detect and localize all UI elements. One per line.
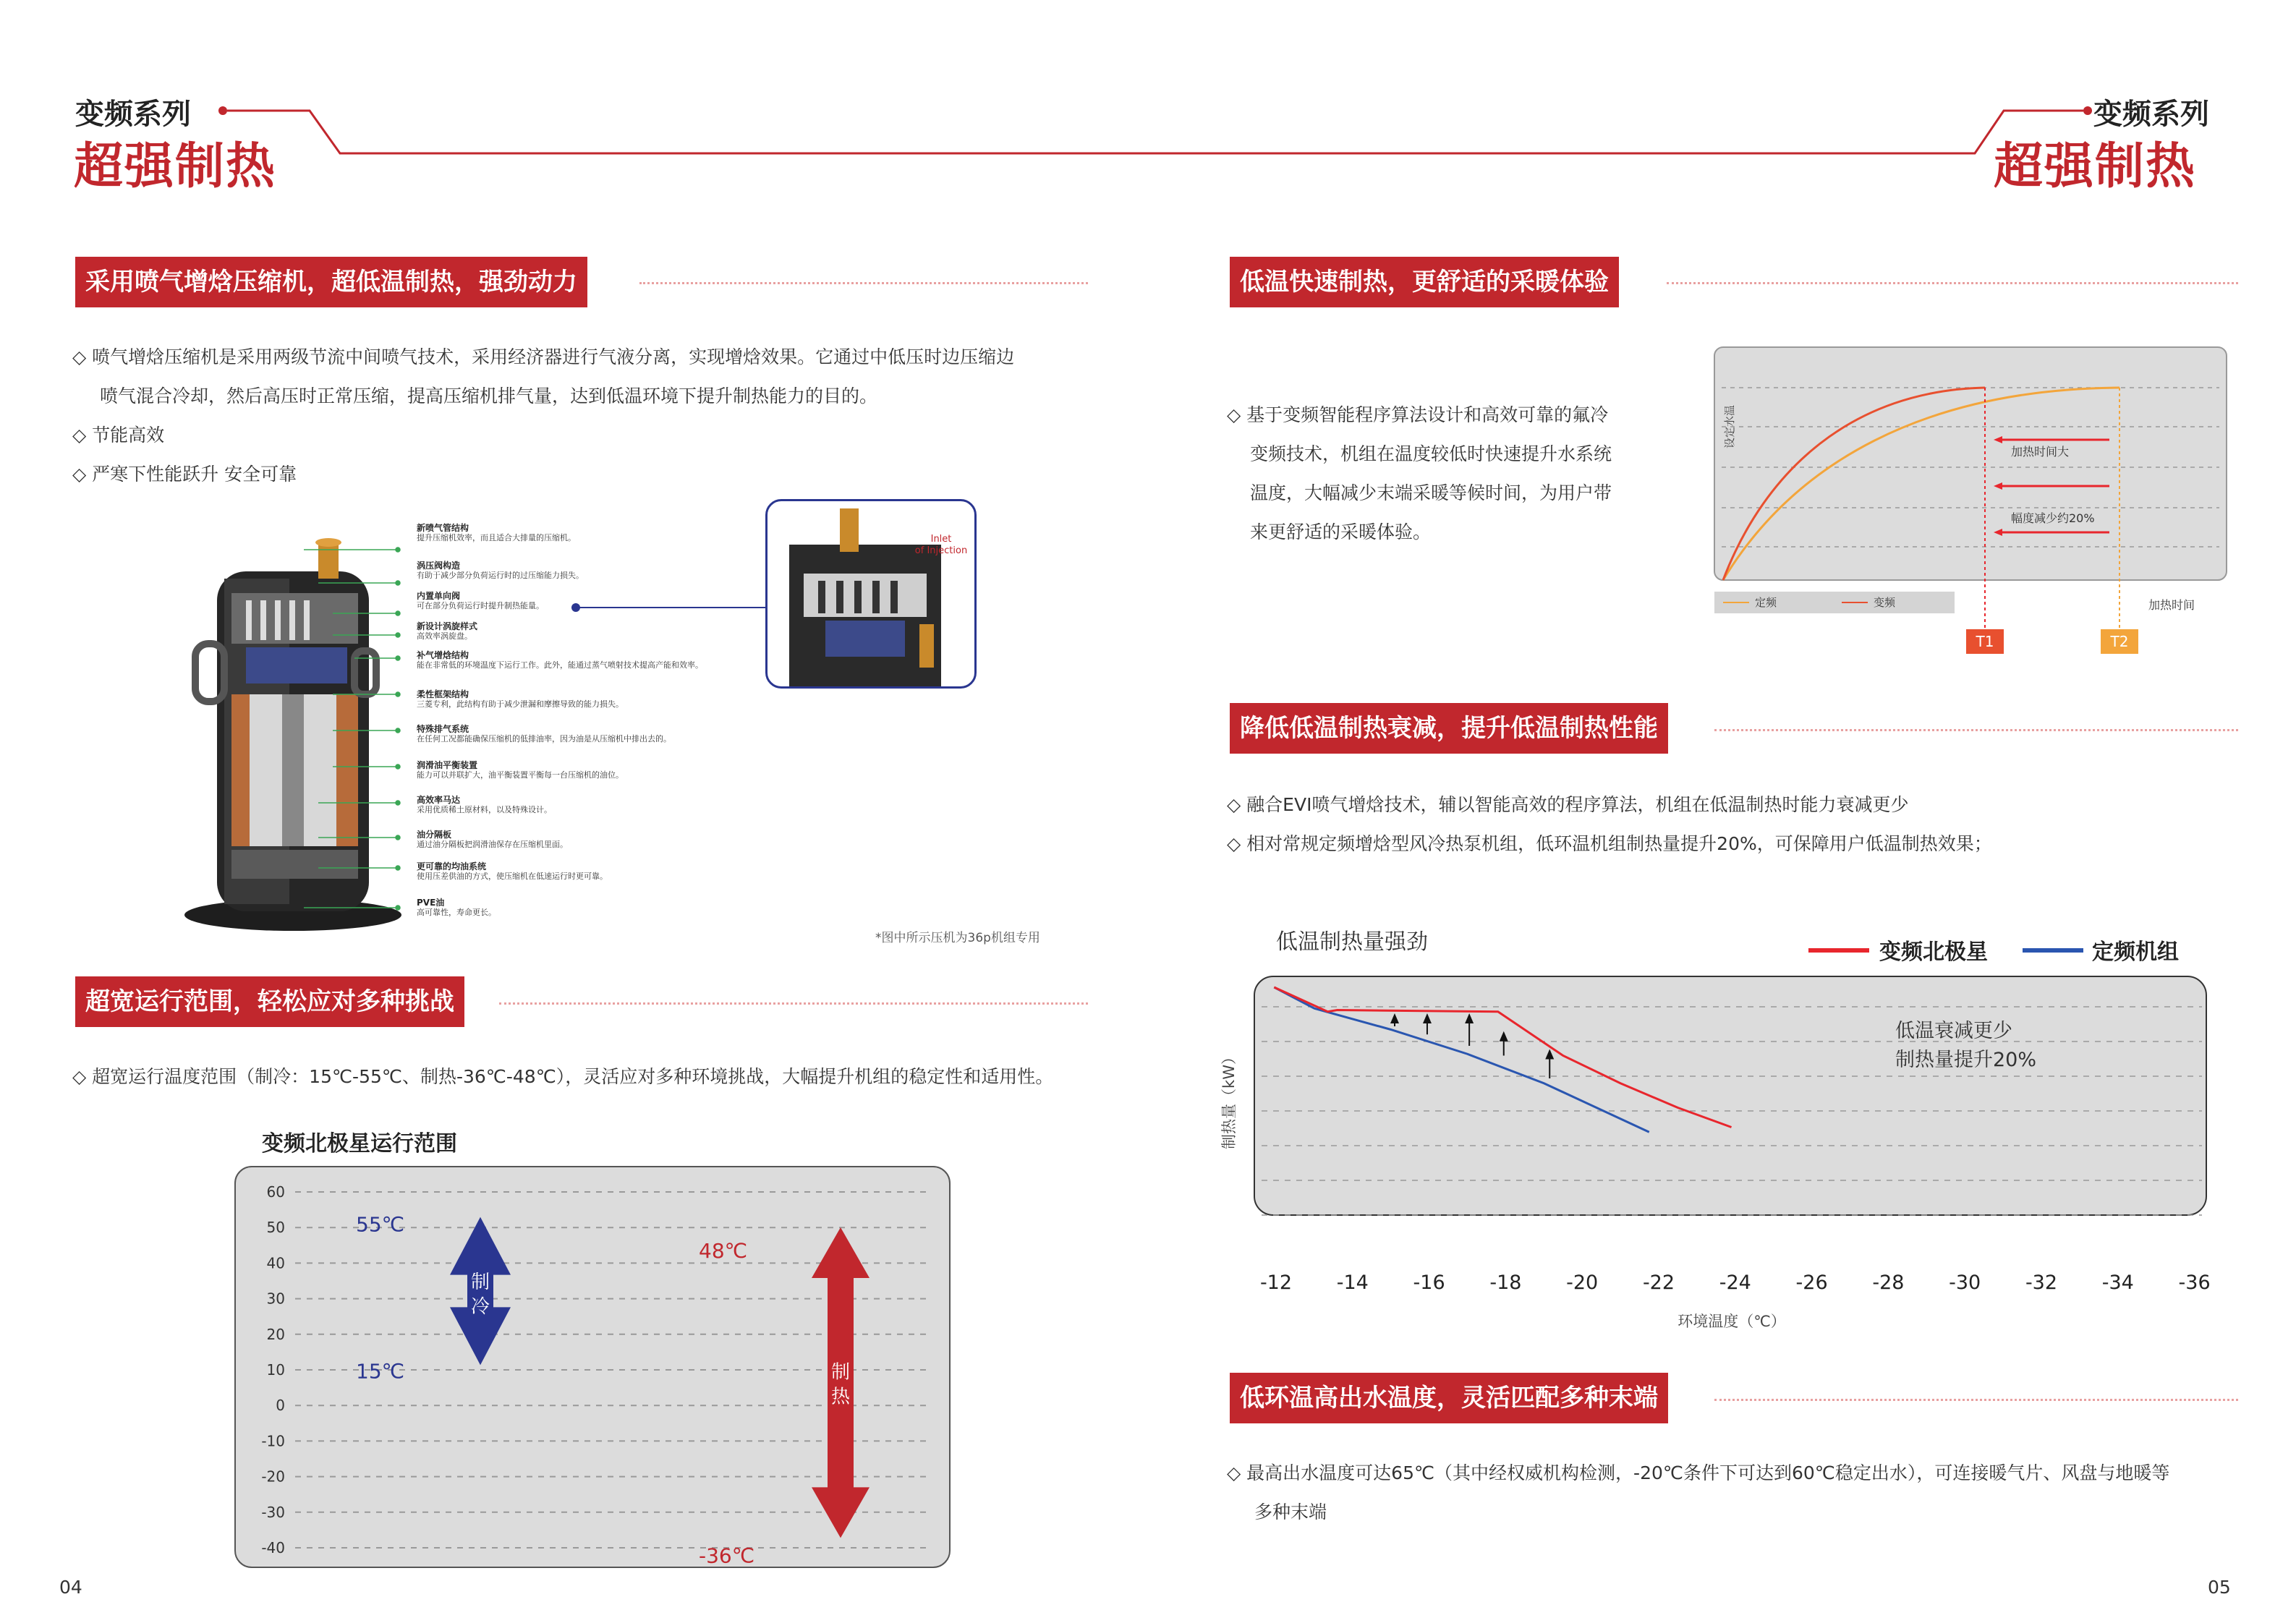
compressor-label-2: 涡压阀构造 有助于减少部分负荷运行时的过压缩能力损失。	[417, 561, 584, 580]
compressor-label-3: 内置单向阀 可在部分负荷运行时提升制热能量。	[417, 591, 544, 610]
compressor-label-6: 柔性框架结构 三菱专利，此结构有助于减少泄漏和摩擦导致的能力损失。	[417, 689, 624, 709]
right-header-title: 超强制热	[1994, 138, 2197, 195]
capacity-x-tick: -24	[1719, 1271, 1751, 1294]
capacity-x-tick: -20	[1566, 1271, 1599, 1294]
right-sec1-bullet-3: 温度，大幅减少末端采暖等候时间，为用户带	[1250, 482, 1612, 503]
inlet-label-line1: Inlet	[930, 534, 952, 545]
range-chart-title: 变频北极星运行范围	[262, 1131, 457, 1156]
compressor-label-9: 高效率马达 采用优质稀土原材料，以及特殊设计。	[417, 795, 552, 814]
range-y-tick: 50	[266, 1219, 285, 1237]
right-sec1-bullet-1: ◇ 基于变频智能程序算法设计和高效可靠的氟冷	[1227, 404, 1609, 425]
heat-time-annotation-2: 幅度减少约20%	[2011, 511, 2095, 525]
left-header-title: 超强制热	[74, 138, 277, 195]
t1-label: T1	[1976, 633, 1994, 650]
right-sec2-dotline	[1714, 729, 2238, 731]
left-sec2-title: 超宽运行范围，轻松应对多种挑战	[75, 976, 464, 1027]
inset-connector	[571, 600, 774, 615]
right-header-subtitle: 变频系列	[2093, 98, 2209, 131]
capacity-annotation-1: 低温衰减更少	[1895, 1020, 2012, 1042]
injection-inset-graphic	[768, 501, 974, 686]
legend-fixed-label: 定频	[1755, 596, 1777, 609]
cooling-label-2: 冷	[470, 1296, 490, 1318]
heating-max-label: 48℃	[699, 1239, 748, 1264]
range-y-tick: 30	[266, 1290, 285, 1308]
capacity-x-tick: -14	[1336, 1271, 1369, 1294]
heating-min-label: -36℃	[699, 1543, 755, 1568]
range-y-tick: -20	[261, 1467, 285, 1486]
right-page-number: 05	[2208, 1577, 2231, 1598]
compressor-label-5: 补气增焓结构 能在非常低的环境温度下运行工作。此外，能通过蒸气喷射技术提高产能和效率。	[417, 650, 703, 670]
compressor-note: *图中所示压机为36p机组专用	[875, 931, 1040, 945]
capacity-chart-title: 低温制热量强劲	[1276, 929, 1428, 955]
right-sec1-dotline	[1667, 282, 2238, 284]
right-sec2-bullet-1: ◇ 融合EVI喷气增焓技术，辅以智能高效的程序算法，机组在低温制热时能力衰减更少	[1227, 794, 1909, 815]
range-y-tick: -40	[261, 1539, 285, 1556]
range-y-tick: 20	[266, 1325, 285, 1343]
header-rule	[0, 0, 2296, 188]
capacity-x-tick: -16	[1413, 1271, 1445, 1294]
inlet-label-line2: of Injection	[914, 545, 968, 556]
heating-label-1: 制	[830, 1361, 851, 1384]
capacity-x-tick: -12	[1259, 1271, 1293, 1294]
right-sec1-bullet-4: 来更舒适的采暖体验。	[1250, 521, 1432, 542]
cooling-label-1: 制	[470, 1271, 490, 1293]
right-sec3-bullet-1: ◇ 最高出水温度可达65℃（其中经权威机构检测，-20℃条件下可达到60℃稳定出水），可连接暖气片、风盘与地暖等	[1227, 1462, 2170, 1483]
right-sec3-title: 低环温高出水温度，灵活匹配多种末端	[1230, 1373, 1668, 1423]
compressor-label-1: 新喷气管结构 提升压缩机效率，而且适合大排量的压缩机。	[417, 523, 576, 542]
cooling-min-label: 15℃	[356, 1359, 405, 1384]
right-sec3-dotline	[1714, 1399, 2238, 1401]
range-y-tick: -30	[261, 1503, 285, 1521]
capacity-x-tick: -36	[2178, 1271, 2211, 1294]
left-sec1-bullet-4: ◇ 严寒下性能跃升 安全可靠	[72, 464, 297, 485]
legend-inverter-label: 变频	[1874, 596, 1896, 609]
heat-time-ylabel: 设定水温	[1723, 404, 1736, 448]
capacity-chart	[1201, 919, 2228, 1345]
range-chart	[234, 1166, 951, 1568]
left-page-number: 04	[59, 1577, 82, 1598]
compressor-label-7: 特殊排气系统 在任何工况都能确保压缩机的低排油率，因为油是从压缩机中排出去的。	[417, 724, 671, 744]
compressor-leader-lines	[289, 521, 434, 926]
range-y-tick: -10	[261, 1432, 285, 1450]
compressor-label-10: 油分隔板 通过油分隔板把润滑油保存在压缩机里面。	[417, 830, 568, 849]
heat-time-xlabel: 加热时间	[2148, 598, 2195, 612]
range-y-tick: 60	[266, 1183, 285, 1201]
capacity-x-tick: -34	[2101, 1271, 2134, 1294]
right-sec1-title: 低温快速制热，更舒适的采暖体验	[1230, 257, 1619, 307]
left-sec1-bullet-3: ◇ 节能高效	[72, 425, 165, 446]
heat-time-annotation-1: 加热时间大	[2011, 445, 2070, 459]
heating-label-2: 热	[830, 1386, 851, 1408]
capacity-x-tick: -30	[1949, 1271, 1981, 1294]
capacity-x-tick: -26	[1795, 1271, 1828, 1294]
compressor-label-11: 更可靠的均油系统 使用压差供油的方式，使压缩机在低速运行时更可靠。	[417, 861, 608, 881]
compressor-label-12: PVE油 高可靠性，寿命更长。	[417, 898, 496, 917]
right-sec3-bullet-2: 多种末端	[1254, 1501, 1327, 1522]
left-sec1-bullet-2: 喷气混合冷却，然后高压时正常压缩，提高压缩机排气量，达到低温环境下提升制热能力的目的。	[100, 385, 878, 406]
heat-time-chart	[1707, 340, 2242, 665]
capacity-x-tick: -22	[1642, 1271, 1675, 1294]
right-sec1-bullet-2: 变频技术，机组在温度较低时快速提升水系统	[1250, 443, 1612, 464]
range-y-tick: 40	[266, 1254, 285, 1272]
capacity-x-tick: -32	[2025, 1271, 2058, 1294]
t2-label: T2	[2110, 633, 2129, 650]
left-sec2-dotline	[499, 1002, 1088, 1005]
left-sec2-bullet: ◇ 超宽运行温度范围（制冷：15℃-55℃、制热-36℃-48℃），灵活应对多种环境挑战，大幅提升机组的稳定性和适用性。	[72, 1066, 1054, 1087]
range-y-tick: 0	[276, 1397, 285, 1415]
left-sec1-title: 采用喷气增焓压缩机，超低温制热，强劲动力	[75, 257, 587, 307]
capacity-chart-panel	[1254, 976, 2206, 1215]
compressor-label-4: 新设计涡旋样式 高效率涡旋盘。	[417, 621, 478, 641]
legend-fixed-label: 定频机组	[2092, 940, 2179, 965]
heat-time-panel	[1714, 347, 2227, 580]
capacity-annotation-2: 制热量提升20%	[1895, 1049, 2037, 1071]
legend-inverter-label: 变频北极星	[1879, 940, 1988, 965]
range-y-tick: 10	[266, 1361, 285, 1379]
capacity-x-tick: -28	[1872, 1271, 1905, 1294]
right-sec2-title: 降低低温制热衰减，提升低温制热性能	[1230, 703, 1668, 754]
capacity-x-tick: -18	[1489, 1271, 1522, 1294]
left-sec1-bullet-1: ◇ 喷气增焓压缩机是采用两级节流中间喷气技术，采用经济器进行气液分离，实现增焓效果。它通过中低压时边压缩边	[72, 346, 1015, 367]
right-sec2-bullet-2: ◇ 相对常规定频增焓型风冷热泵机组，低环温机组制热量提升20%，可保障用户低温制热效果；	[1227, 833, 1992, 854]
capacity-xlabel: 环境温度（℃）	[1678, 1313, 1786, 1330]
capacity-ylabel: 制热量（kW）	[1220, 1049, 1238, 1149]
compressor-label-8: 润滑油平衡装置 能力可以并联扩大，油平衡装置平衡每一台压缩机的油位。	[417, 760, 624, 780]
left-sec1-dotline	[639, 282, 1088, 284]
left-header-subtitle: 变频系列	[75, 98, 191, 131]
cooling-max-label: 55℃	[356, 1212, 405, 1237]
injection-inset	[765, 499, 977, 689]
heat-time-legend	[1714, 592, 1955, 613]
